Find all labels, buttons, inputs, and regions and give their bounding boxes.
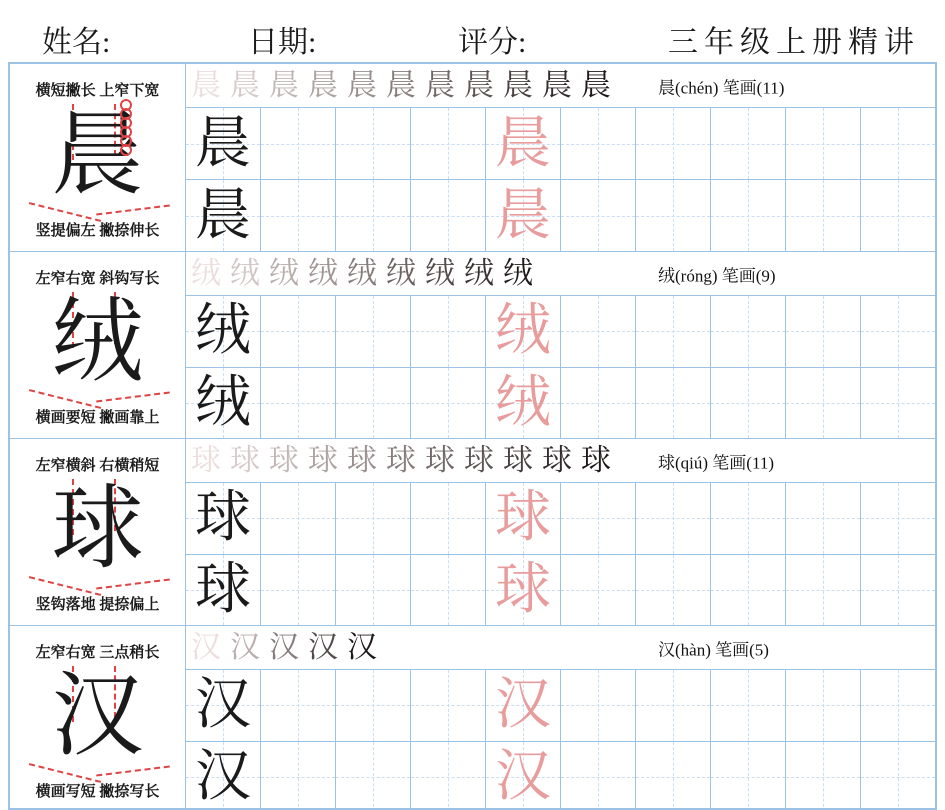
stroke-step-glyph: 晨 — [425, 69, 455, 102]
practice-cell — [861, 368, 935, 439]
practice-cell — [261, 555, 336, 626]
practice-cell — [636, 296, 711, 367]
practice-cell — [786, 555, 861, 626]
practice-row — [186, 482, 935, 554]
practice-cell — [336, 108, 411, 179]
date-label: 日期: — [248, 26, 317, 59]
score-label: 评分: — [458, 26, 527, 59]
stroke-step-glyph: 汉 — [230, 631, 260, 664]
stroke-step-glyph: 绒 — [503, 257, 533, 290]
practice-cell — [786, 670, 861, 741]
practice-cell — [711, 483, 786, 554]
practice-cell — [411, 483, 486, 554]
practice-character-pink: 球 — [495, 487, 551, 550]
practice-row — [186, 367, 935, 439]
stroke-step-glyph: 球 — [386, 444, 416, 477]
char-info-label: 绒(róng) 笔画(9) — [658, 266, 776, 285]
practice-cell — [486, 368, 561, 439]
stroke-step-glyph: 晨 — [581, 69, 611, 102]
practice-cell — [711, 742, 786, 810]
practice-character-pink: 晨 — [495, 184, 551, 247]
stroke-step-glyph: 球 — [308, 444, 338, 477]
practice-cell — [561, 296, 636, 367]
char-info-label: 汉(hàn) 笔画(5) — [658, 640, 769, 659]
stroke-step-glyph: 晨 — [386, 69, 416, 102]
practice-cell — [636, 742, 711, 810]
practice-cell — [711, 670, 786, 741]
stroke-guide-circle — [120, 144, 132, 156]
stroke-step-glyph: 汉 — [308, 631, 338, 664]
practice-character-pink: 绒 — [495, 300, 551, 363]
practice-cell — [336, 296, 411, 367]
practice-cell — [861, 108, 935, 179]
worksheet-header — [0, 0, 945, 62]
practice-cell — [561, 108, 636, 179]
practice-character-black: 绒 — [195, 300, 251, 363]
practice-cell — [786, 108, 861, 179]
stroke-step-glyph: 晨 — [347, 69, 377, 102]
model-character: 汉 — [51, 665, 144, 768]
practice-cell — [336, 670, 411, 741]
tip-bottom: 竖钩落地 提捺偏上 — [35, 597, 160, 613]
practice-row — [186, 295, 935, 367]
practice-cell — [636, 483, 711, 554]
practice-cell — [486, 670, 561, 741]
practice-cell — [636, 180, 711, 251]
practice-cell — [561, 670, 636, 741]
stroke-step-glyph: 晨 — [308, 69, 338, 102]
stroke-step-glyph: 晨 — [464, 69, 494, 102]
practice-cell — [786, 742, 861, 810]
stroke-step-glyph: 晨 — [542, 69, 572, 102]
practice-cell — [786, 180, 861, 251]
practice-character-black: 晨 — [195, 112, 251, 175]
practice-cell — [636, 555, 711, 626]
practice-cell — [411, 742, 486, 810]
practice-row — [186, 554, 935, 626]
practice-cell — [786, 368, 861, 439]
practice-character-pink: 晨 — [495, 112, 551, 175]
practice-cell — [786, 483, 861, 554]
tip-top: 左窄横斜 右横稍短 — [35, 458, 160, 474]
stroke-step-glyph: 球 — [191, 444, 221, 477]
practice-character-black: 球 — [195, 487, 251, 550]
practice-cell — [411, 296, 486, 367]
stroke-step-glyph: 绒 — [269, 257, 299, 290]
stroke-step-glyph: 绒 — [386, 257, 416, 290]
stroke-step-glyph: 球 — [464, 444, 494, 477]
tips-panel — [10, 439, 186, 625]
stroke-step-glyph: 球 — [425, 444, 455, 477]
stroke-step-glyph: 汉 — [269, 631, 299, 664]
practice-cell — [261, 296, 336, 367]
tips-panel — [10, 252, 186, 438]
stroke-sequence — [191, 626, 386, 669]
practice-cell — [561, 555, 636, 626]
model-character: 球 — [51, 478, 144, 581]
practice-cell — [561, 368, 636, 439]
stroke-step-glyph: 球 — [347, 444, 377, 477]
stroke-step-glyph: 汉 — [191, 631, 221, 664]
practice-sheet — [8, 62, 937, 810]
practice-cell — [186, 180, 261, 251]
model-character: 晨 — [51, 103, 144, 206]
practice-cell — [636, 368, 711, 439]
practice-cell — [411, 670, 486, 741]
tips-panel — [10, 64, 186, 251]
practice-area — [186, 252, 935, 438]
practice-cell — [186, 368, 261, 439]
stroke-step-glyph: 汉 — [347, 631, 377, 664]
tip-top: 横短撇长 上窄下宽 — [35, 83, 160, 99]
practice-cell — [561, 483, 636, 554]
practice-cell — [261, 742, 336, 810]
practice-cell — [186, 555, 261, 626]
practice-cell — [486, 296, 561, 367]
tip-bottom: 竖提偏左 撇捺伸长 — [35, 223, 160, 239]
stroke-sequence — [191, 252, 542, 295]
stroke-step-glyph: 晨 — [230, 69, 260, 102]
name-label: 姓名: — [42, 26, 111, 59]
practice-cell — [336, 555, 411, 626]
practice-cell — [786, 296, 861, 367]
practice-cell — [336, 742, 411, 810]
tips-panel — [10, 626, 186, 810]
practice-cell — [861, 296, 935, 367]
practice-cell — [336, 368, 411, 439]
practice-cell — [711, 296, 786, 367]
practice-character-pink: 球 — [495, 558, 551, 621]
practice-cell — [186, 670, 261, 741]
practice-row — [186, 179, 935, 251]
practice-area — [186, 64, 935, 251]
tip-top: 左窄右宽 斜钩写长 — [35, 271, 160, 287]
practice-cell — [861, 742, 935, 810]
practice-cell — [861, 555, 935, 626]
practice-cell — [861, 180, 935, 251]
practice-cell — [861, 483, 935, 554]
stroke-step-glyph: 晨 — [269, 69, 299, 102]
practice-character-black: 绒 — [195, 371, 251, 434]
practice-character-black: 球 — [195, 558, 251, 621]
practice-cell — [711, 180, 786, 251]
practice-cell — [561, 742, 636, 810]
stroke-sequence — [191, 439, 620, 482]
practice-character-black: 晨 — [195, 184, 251, 247]
practice-cell — [561, 180, 636, 251]
worksheet-title: 三年级上册精讲 — [668, 26, 920, 59]
practice-cell — [186, 108, 261, 179]
practice-cell — [411, 555, 486, 626]
practice-cell — [261, 670, 336, 741]
tip-bottom: 横画写短 撇捺写长 — [35, 784, 160, 800]
stroke-sequence — [191, 64, 620, 107]
practice-cell — [261, 108, 336, 179]
practice-row — [186, 107, 935, 179]
practice-area — [186, 439, 935, 625]
practice-cell — [486, 555, 561, 626]
stroke-step-glyph: 球 — [503, 444, 533, 477]
practice-cell — [861, 670, 935, 741]
practice-character-pink: 汉 — [495, 674, 551, 737]
practice-cell — [186, 742, 261, 810]
stroke-guide-circles — [120, 102, 132, 156]
character-block — [10, 438, 935, 625]
character-block — [10, 251, 935, 438]
practice-cell — [636, 670, 711, 741]
stroke-step-glyph: 晨 — [503, 69, 533, 102]
stroke-order-row — [186, 626, 935, 669]
char-info-label: 晨(chén) 笔画(11) — [658, 78, 785, 97]
practice-character-pink: 汉 — [495, 745, 551, 808]
stroke-guide-line — [96, 204, 170, 215]
stroke-step-glyph: 球 — [542, 444, 572, 477]
practice-cell — [711, 108, 786, 179]
stroke-step-glyph: 绒 — [308, 257, 338, 290]
practice-cell — [486, 180, 561, 251]
practice-cell — [711, 368, 786, 439]
practice-character-pink: 绒 — [495, 371, 551, 434]
stroke-step-glyph: 绒 — [347, 257, 377, 290]
practice-cell — [186, 483, 261, 554]
practice-cell — [411, 368, 486, 439]
practice-row — [186, 669, 935, 741]
stroke-order-row — [186, 439, 935, 482]
stroke-step-glyph: 球 — [581, 444, 611, 477]
stroke-step-glyph: 晨 — [191, 69, 221, 102]
practice-character-black: 汉 — [195, 674, 251, 737]
stroke-step-glyph: 绒 — [425, 257, 455, 290]
tip-bottom: 横画要短 撇画靠上 — [35, 410, 160, 426]
practice-cell — [711, 555, 786, 626]
stroke-step-glyph: 绒 — [464, 257, 494, 290]
practice-cell — [486, 108, 561, 179]
model-character: 绒 — [51, 291, 144, 394]
practice-cell — [336, 483, 411, 554]
practice-character-black: 汉 — [195, 745, 251, 808]
practice-cell — [411, 108, 486, 179]
practice-cell — [336, 180, 411, 251]
practice-cell — [261, 180, 336, 251]
stroke-step-glyph: 球 — [269, 444, 299, 477]
tip-top: 左窄右宽 三点稍长 — [35, 645, 160, 661]
character-block — [10, 625, 935, 810]
practice-row — [186, 741, 935, 810]
char-info-label: 球(qiú) 笔画(11) — [658, 453, 774, 472]
character-block — [10, 64, 935, 251]
stroke-step-glyph: 球 — [230, 444, 260, 477]
stroke-order-row — [186, 64, 935, 107]
stroke-order-row — [186, 252, 935, 295]
practice-cell — [486, 483, 561, 554]
stroke-step-glyph: 绒 — [191, 257, 221, 290]
practice-cell — [486, 742, 561, 810]
practice-cell — [636, 108, 711, 179]
practice-cell — [411, 180, 486, 251]
practice-cell — [261, 483, 336, 554]
practice-cell — [186, 296, 261, 367]
practice-area — [186, 626, 935, 810]
practice-cell — [261, 368, 336, 439]
stroke-step-glyph: 绒 — [230, 257, 260, 290]
